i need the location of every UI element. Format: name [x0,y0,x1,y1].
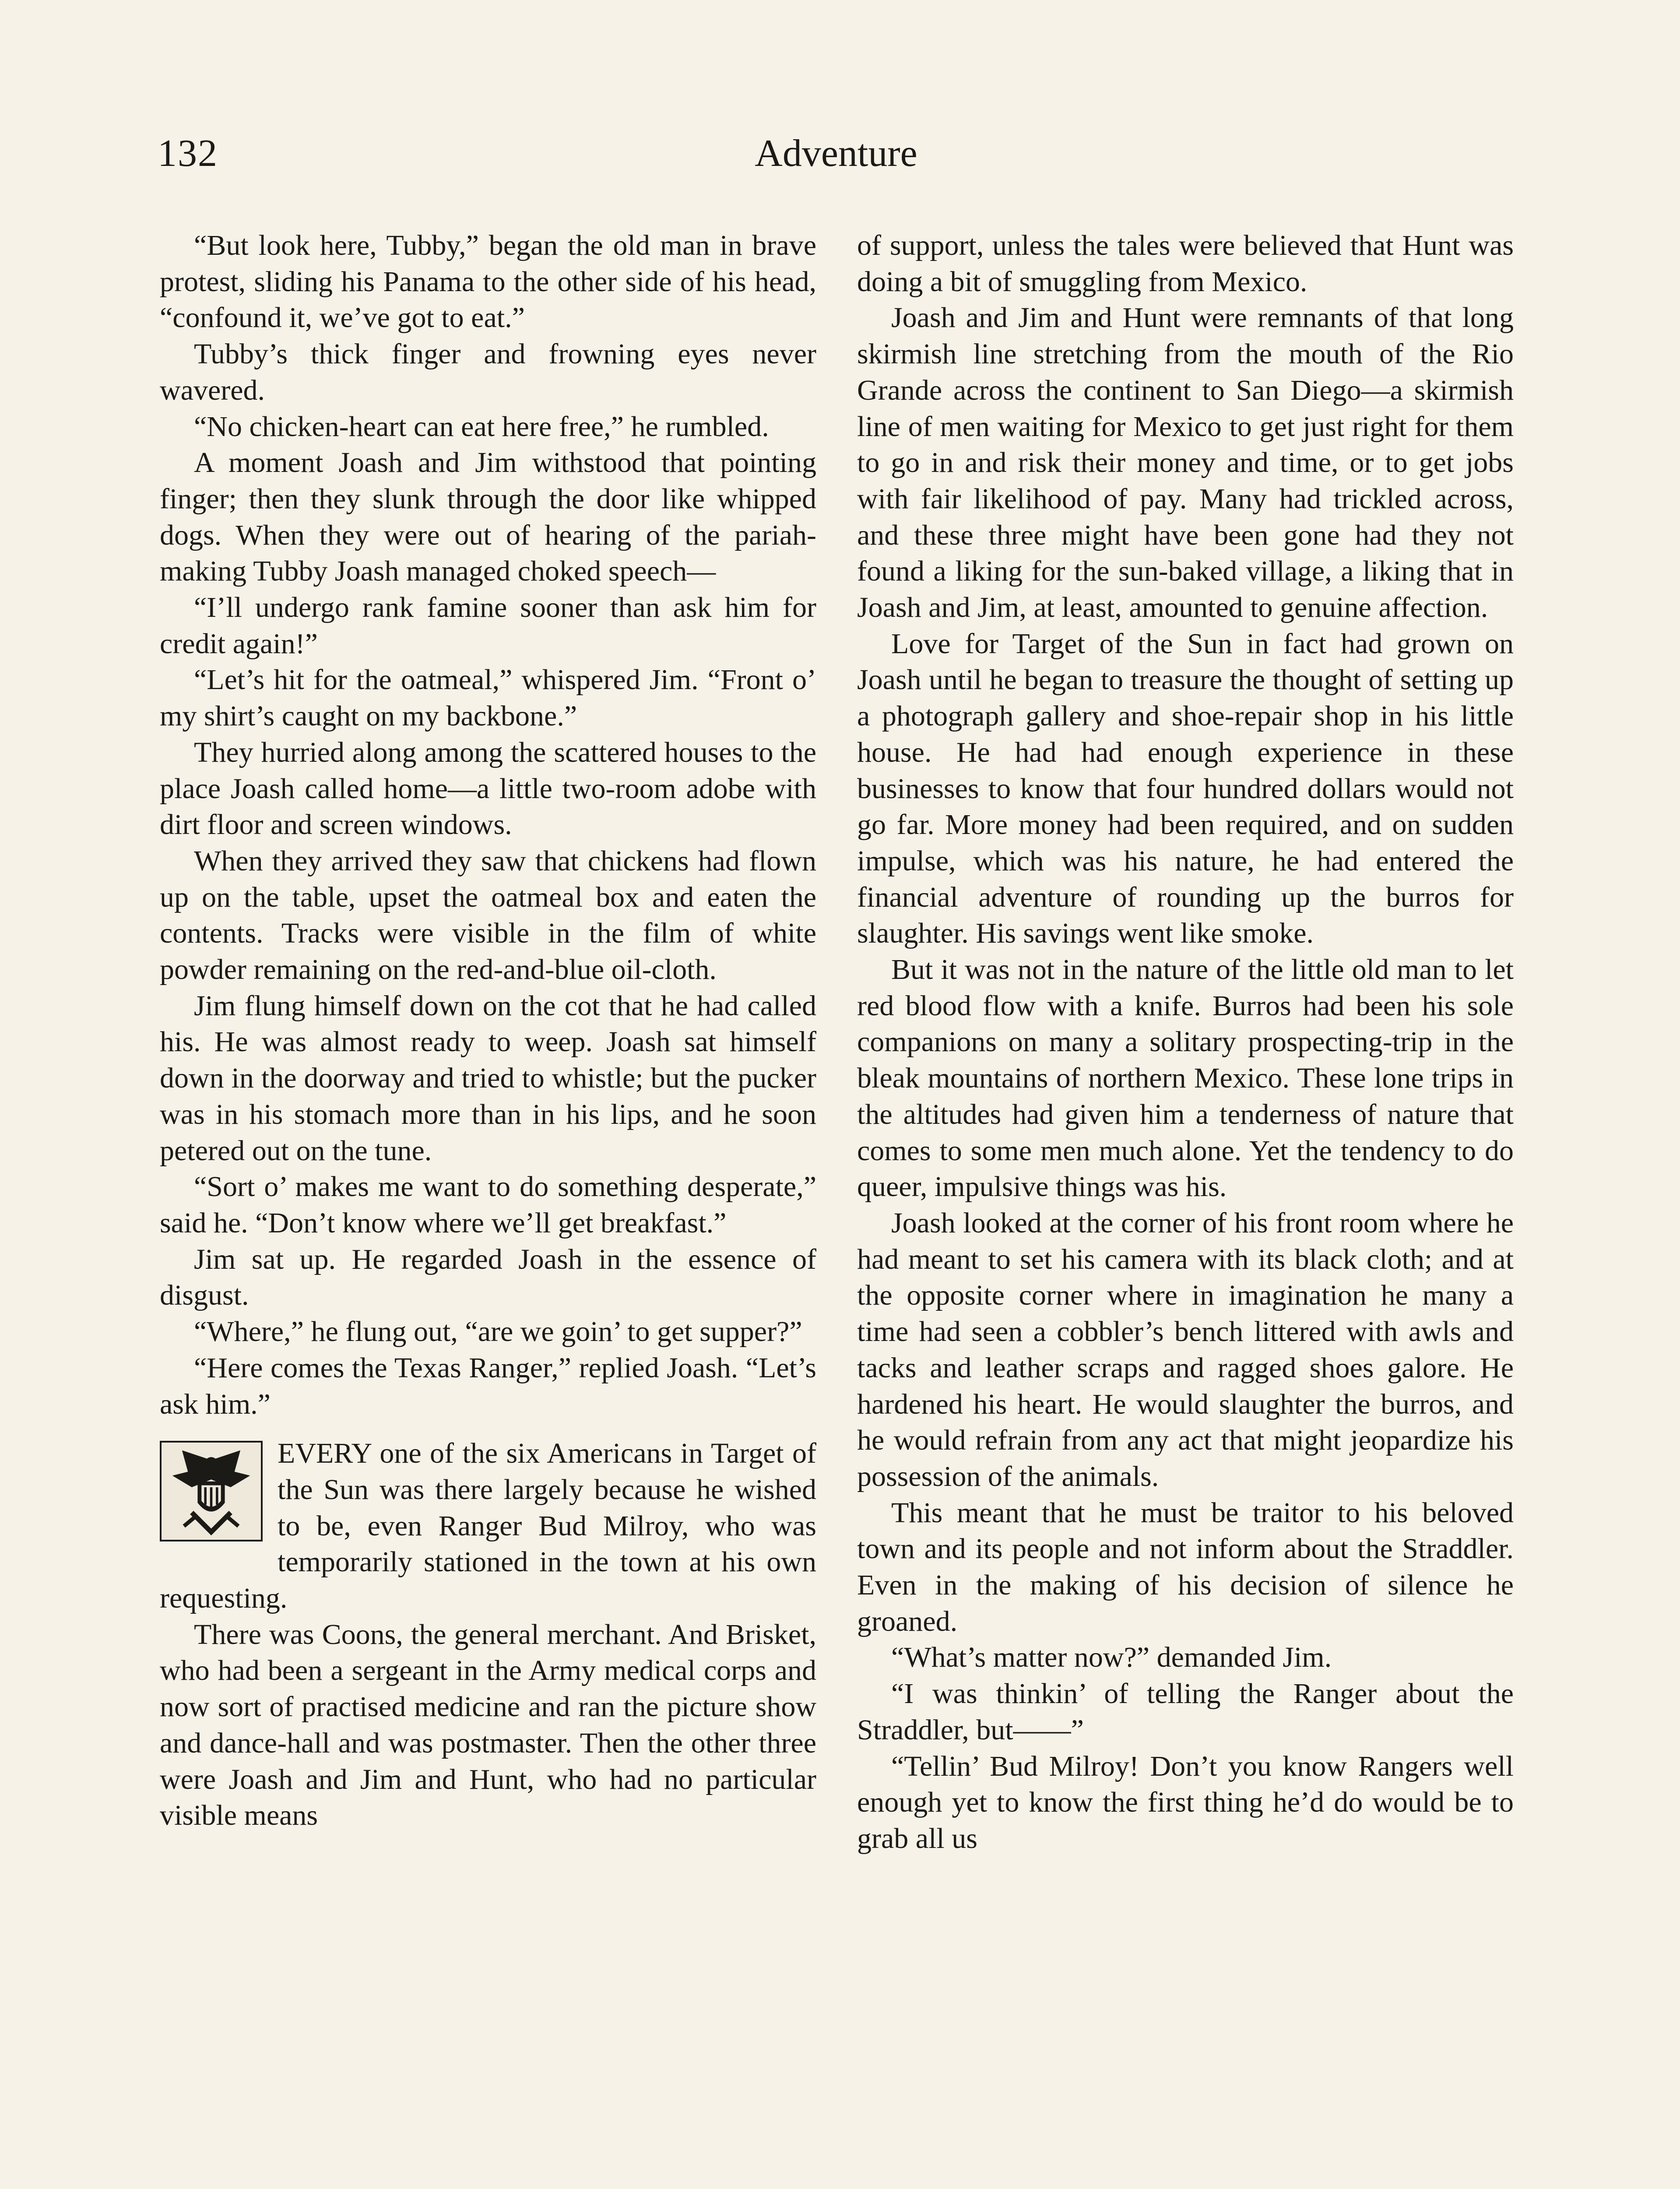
paragraph: A moment Joash and Jim withstood that pointing finger; then they slunk through the door like whipped dogs. When they were out of hearing of the pariah-making Tubby Joash managed choked speech— [160,447,816,588]
paragraph: Love for Target of the Sun in fact had grown on Joash until he began to treasure the thought of setting up a photograph gallery and shoe-repair shop in his little house. He had had enough experience in these businesses to know that four hundred dollars would not go far. More money had been required, and on sudden impulse, which was his nature, he had entered the financial adventure of rounding up the burros for slaughter. His savings went like smoke. [857,627,1514,950]
right-column [857,228,1514,2189]
paragraph: “What’s matter now?” demanded Jim. [891,1641,1332,1674]
running-title: Adventure [755,132,917,175]
paragraph: “Here comes the Texas Ranger,” replied Joash. “Let’s ask him.” [160,1351,816,1420]
paragraph: Tubby’s thick finger and frowning eyes never wavered. [160,338,816,406]
page-number: 132 [158,132,218,175]
paragraph: “Tellin’ Bud Milroy! Don’t you know Rangers well enough yet to know the first thing he’d do would be to grab all us [857,1750,1514,1855]
paragraph: “I was thinkin’ of telling the Ranger about the Straddler, but——” [857,1678,1514,1746]
paragraph: “I’ll undergo rank famine sooner than ask him for credit again!” [160,591,816,660]
paragraph: “Where,” he flung out, “are we goin’ to get supper?” [194,1316,802,1348]
paragraph: Joash and Jim and Hunt were remnants of that long skirmish line stretching from the mouth of the Rio Grande across the continent to San Diego—a skirmish line of men waiting for Mexico to get just right for them to go in and risk their money and time, or to get jobs with fair likelihood of pay. Many had trickled across, and these three might have been gone had they not found a liking for the sun-baked village, a liking that in Joash and Jim, at least, amounted to genuine affection. [857,302,1514,624]
paragraph: of support, unless the tales were believed that Hunt was doing a bit of smuggling from Mexico. [857,229,1514,298]
left-column [160,228,816,2189]
paragraph: But it was not in the nature of the little old man to let red blood flow with a knife. Burros had been his sole companions on many a solitary prospecting-trip in the bleak mountains of northern Mexico. These lone trips in the altitudes had given him a tenderness of nature that comes to some men much alone. Yet the tendency to do queer, impulsive things was his. [857,954,1514,1203]
paragraph: “But look here, Tubby,” began the old man in brave protest, sliding his Panama to the other side of his head, “confound it, we’ve got to eat.” [160,229,816,334]
paragraph: “No chicken-heart can eat here free,” he rumbled. [194,410,769,443]
section-opening-paragraph: EVERY one of the six Americans in Target of the Sun was there largely because he wished to be, even Ranger Bud Milroy, who was temporarily stationed in the town at his own requesting. [160,1437,816,1615]
paragraph: Joash looked at the corner of his front room where he had meant to set his camera with its black cloth; and at the opposite corner where in imagination he many a time had seen a cobbler’s bench littered with awls and tacks and leather scraps and ragged shoes galore. He hardened his heart. He would slaughter the burros, and he would refrain from any act that might jeopardize his possession of the animals. [857,1207,1514,1492]
paragraph: Jim sat up. He regarded Joash in the essence of disgust. [160,1243,816,1312]
paragraph: “Sort o’ makes me want to do something desperate,” said he. “Don’t know where we’ll get breakfast.” [160,1171,816,1239]
paragraph: This meant that he must be traitor to his beloved town and its people and not inform about the Straddler. Even in the making of his decision of silence he groaned. [857,1496,1514,1637]
eagle-emblem-icon [160,1441,263,1541]
paragraph: There was Coons, the general merchant. And Brisket, who had been a sergeant in the Army medical corps and now sort of practised medicine and ran the picture show and dance-hall and was postmaster. Then the other three were Joash and Jim and Hunt, who had no particular visible means [160,1618,816,1832]
paragraph: When they arrived they saw that chickens had flown up on the table, upset the oatmeal box and eaten the contents. Tracks were visible in the film of white powder remaining on the red-and-blue oil-cloth. [160,845,816,986]
paragraph: They hurried along among the scattered houses to the place Joash called home—a little two-room adobe with dirt floor and screen windows. [160,736,816,841]
page-header [158,131,1515,188]
paragraph: Jim flung himself down on the cot that he had called his. He was almost ready to weep. Joash sat himself down in the doorway and tried to whistle; but the pucker was in his stomach more than in his lips, and he soon petered out on the tune. [160,989,816,1167]
paragraph: “Let’s hit for the oatmeal,” whispered Jim. “Front o’ my shirt’s caught on my backbone.” [160,664,816,732]
